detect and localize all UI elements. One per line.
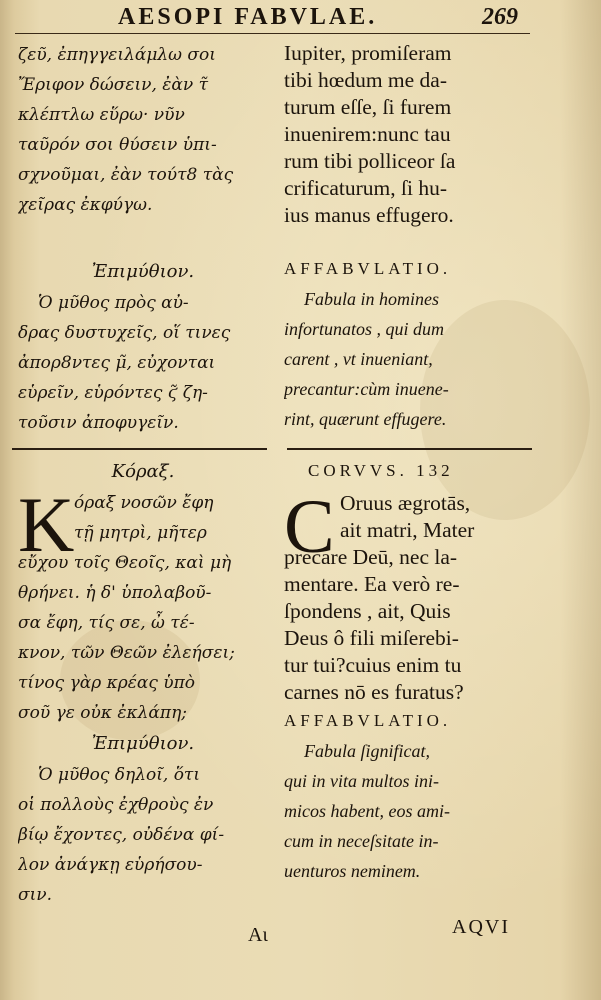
text-line: Iupiter, promiſeram: [284, 41, 452, 65]
text-line: Oruus ægrotās,: [340, 491, 471, 515]
text-line: turum eſſe, ſi furem: [284, 95, 452, 119]
running-title: AESOPI FABVLAE.: [118, 4, 378, 30]
text-line: rum tibi polliceor ſa: [284, 149, 456, 173]
text-line: εὔχου τοῖς Θεοῖς, καὶ μὴ: [18, 553, 232, 573]
text-line: Ὁ μῦθος δηλοῖ, ὅτι: [38, 765, 200, 785]
greek-moral-heading: Ἐπιμύθιον.: [91, 261, 195, 282]
text-line: κλέπτλω εὕρω· νῦν: [18, 105, 185, 125]
greek-fable-corvus: [18, 456, 268, 910]
text-line: Deus ô fili miſerebi-: [284, 626, 459, 650]
text-line: ζεῦ, ἐπηγγειλάμλω σοι: [18, 45, 216, 65]
text-line: ταῦρόν σοι θύσειν ὑπι-: [18, 135, 217, 155]
text-line: οἱ πολλοὺς ἐχθροὺς ἐν: [18, 795, 214, 815]
drop-capital: Κ: [18, 481, 75, 568]
text-line: εὑρεῖν, εὑρόντες ϛ̃ ζη-: [18, 383, 208, 403]
text-line: infortunatos , qui dum: [284, 319, 445, 339]
text-line: τοῦσιν ἀποφυγεῖν.: [18, 413, 179, 433]
text-line: σοῦ γε οὐκ ἐκλάπη;: [18, 703, 187, 723]
affabulatio-heading: AFFABVLATIO.: [284, 259, 452, 278]
text-line: σχνοῦμαι, ἐὰν τούτ8 τὰς: [18, 165, 234, 185]
column-rule: [12, 448, 267, 450]
text-line: ait matri, Mater: [340, 518, 475, 542]
text-line: precare Deū, nec la-: [284, 545, 458, 569]
text-line: qui in vita multos ini-: [284, 771, 439, 791]
text-line: crificaturum, ſi hu-: [284, 176, 447, 200]
text-line: τίνος γὰρ κρέας ὑπὸ: [18, 673, 196, 693]
latin-catchword: AQVI: [452, 916, 510, 938]
text-line: cum in neceſsitate in-: [284, 831, 439, 851]
text-line: uenturos neminem.: [284, 861, 421, 881]
text-line: όραξ νοσῶν ἔφη: [74, 493, 214, 513]
text-line: tur tui?cuius enim tu: [284, 653, 462, 677]
text-line: βίῳ ἔχοντες, οὐδένα φί-: [18, 825, 225, 845]
text-line: ſpondens , ait, Quis: [284, 599, 451, 623]
header-rule: [15, 33, 530, 34]
text-line: micos habent, eos ami-: [284, 801, 450, 821]
text-line: ἀπορ8ντες μ̃, εὐχονται: [18, 353, 216, 373]
text-line: σιν.: [18, 885, 53, 905]
text-line: Fabula ſignificat,: [304, 741, 430, 761]
latin-fable-corvus: [284, 456, 532, 886]
greek-catchword: Αι: [248, 924, 268, 946]
text-line: χεῖρας ἐκφύγω.: [18, 195, 153, 215]
text-line: σα ἔφη, τίς σε, ὦ τέ-: [18, 613, 195, 633]
latin-fable-title: CORVVS. 132: [308, 461, 454, 480]
text-line: rint, quærunt effugere.: [284, 409, 447, 429]
text-line: carent , vt inueniant,: [284, 349, 433, 369]
latin-affabulatio-block-1: [284, 254, 532, 434]
column-rule: [287, 448, 532, 450]
text-line: θρήνει. ἡ δ' ὑπολαβοῦ-: [18, 583, 212, 603]
greek-fable-title: Κόραξ.: [111, 461, 175, 482]
text-line: Fabula in homines: [304, 289, 439, 309]
text-line: carnes nō es furatus?: [284, 680, 464, 704]
affabulatio-heading: AFFABVLATIO.: [284, 711, 452, 730]
text-line: δρας δυστυχεῖς, οἵ τινες: [18, 323, 231, 343]
text-line: precantur:cùm inuene-: [284, 379, 449, 399]
drop-capital: C: [284, 485, 335, 569]
latin-fable-continuation: [284, 40, 532, 229]
text-line: λον ἀνάγκῃ εὑρήσου-: [18, 855, 203, 875]
greek-fable-continuation: [18, 40, 268, 220]
greek-moral-heading: Ἐπιμύθιον.: [91, 733, 195, 754]
text-line: Ἔριφον δώσειν, ἐὰν τ̃: [18, 75, 209, 95]
text-line: τῇ μητρὶ, μῆτερ: [74, 523, 207, 543]
text-line: Ὁ μῦθος πρὸς αὐ-: [38, 293, 189, 313]
text-line: κνον, τῶν Θεῶν ἐλεήσει;: [18, 643, 235, 663]
text-line: ius manus effugero.: [284, 203, 454, 227]
text-line: tibi hœdum me da-: [284, 68, 448, 92]
page-number: 269: [482, 4, 518, 30]
page-header: [0, 4, 601, 34]
text-line: inuenirem:nunc tau: [284, 122, 451, 146]
greek-moral-block-1: [18, 256, 268, 438]
text-line: mentare. Ea verò re-: [284, 572, 460, 596]
